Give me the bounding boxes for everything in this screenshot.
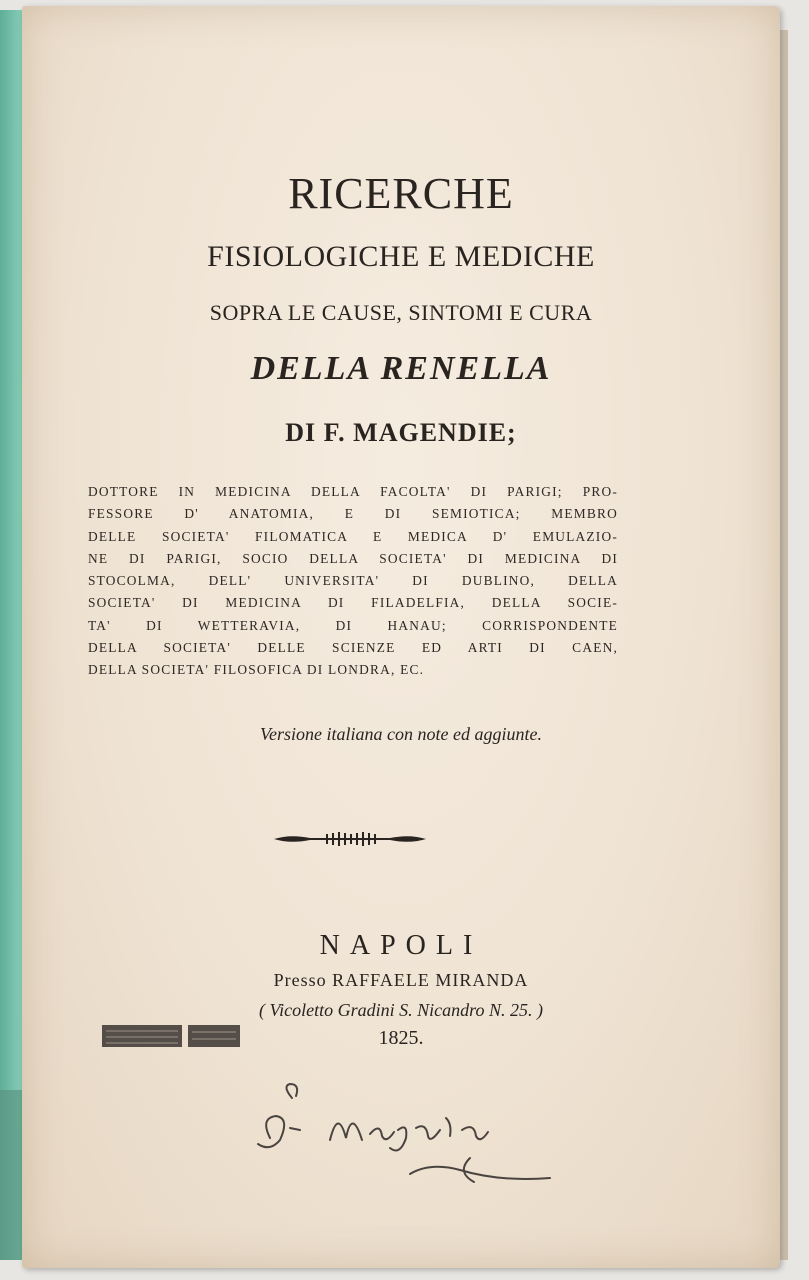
credentials-line: NE DI PARIGI, SOCIO DELLA SOCIETA' DI MEDICINA DI: [88, 550, 618, 566]
title-line-4: DELLA RENELLA: [250, 350, 552, 387]
imprint-year: 1825.: [378, 1027, 424, 1049]
title-line-1: RICERCHE: [288, 169, 514, 218]
credentials-line: DELLA SOCIETA' DELLE SCIENZE ED ARTI DI CAEN,: [88, 640, 618, 656]
handwritten-signature: [230, 1078, 590, 1218]
ornament-divider: [270, 828, 430, 850]
imprint-publisher: Presso RAFFAELE MIRANDA: [273, 970, 529, 990]
ink-stamp: [102, 1023, 242, 1049]
title-line-2: FISIOLOGICHE E MEDICHE: [207, 240, 595, 273]
credentials-line: SOCIETA' DI MEDICINA DI FILADELFIA, DELLA SOCIE-: [88, 595, 618, 611]
imprint-address: ( Vicoletto Gradini S. Nicandro N. 25. ): [259, 1000, 543, 1020]
credentials-line: DELLE SOCIETA' FILOMATICA E MEDICA D' EMULAZIO-: [88, 528, 618, 544]
credentials-line: FESSORE D' ANATOMIA, E DI SEMIOTICA; MEMBRO: [88, 506, 618, 522]
credentials-line: DELLA SOCIETA' FILOSOFICA DI LONDRA, EC.: [88, 662, 425, 678]
signature-drawing: [230, 1078, 590, 1218]
author-credentials: [88, 481, 618, 682]
credentials-line: STOCOLMA, DELL' UNIVERSITA' DI DUBLINO, DELLA: [88, 573, 618, 589]
imprint-city: NAPOLI: [319, 930, 483, 961]
version-note: Versione italiana con note ed aggiunte.: [260, 724, 542, 744]
title-line-3: SOPRA LE CAUSE, SINTOMI E CURA: [209, 300, 593, 325]
credentials-line: DOTTORE IN MEDICINA DELLA FACOLTA' DI PARIGI; PRO-: [88, 484, 618, 499]
author-line: DI F. MAGENDIE;: [285, 418, 517, 447]
credentials-line: TA' DI WETTERAVIA, DI HANAU; CORRISPONDENTE: [88, 617, 618, 633]
